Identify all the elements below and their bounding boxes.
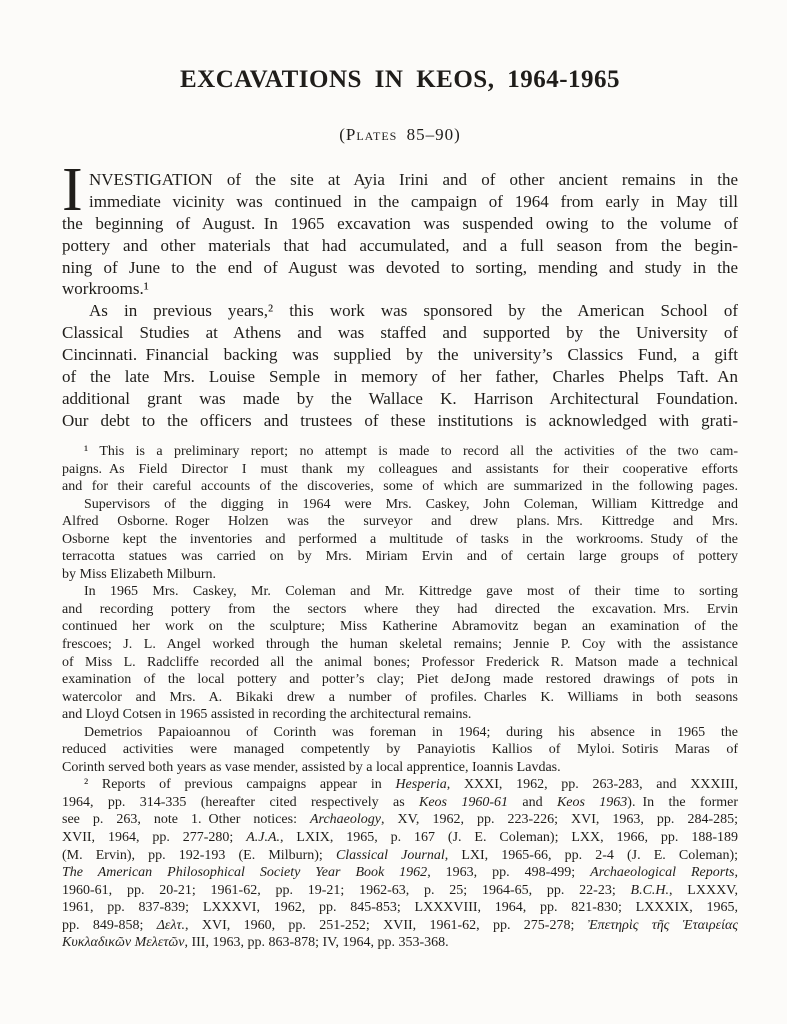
footnote-line: continued her work on the sculpture; Miss Katherine Abramovitz began an examination of the bbox=[62, 619, 738, 635]
footnote-line: 1960-61, pp. 20-21; 1961-62, pp. 19-21; 1962-63, p. 25; 1964-65, pp. 22-23; B.C.H., LXXXV, bbox=[62, 882, 738, 898]
footnote-line: reduced activities were managed competently by Panayiotis Kallios of Myloi. Sotiris Maras of bbox=[62, 742, 738, 758]
footnote-line: by Miss Elizabeth Milburn. bbox=[62, 566, 216, 582]
body-line: Cincinnati. Financial backing was supplied by the university’s Classics Fund, a gift bbox=[62, 345, 738, 365]
body-line: Classical Studies at Athens and was staffed and supported by the University of bbox=[62, 323, 738, 343]
footnote-line: (M. Ervin), pp. 192-193 (E. Milburn); Classical Journal, LXI, 1965-66, pp. 2-4 (J. E. Coleman); bbox=[62, 847, 738, 863]
body-line: As in previous years,² this work was sponsored by the American School of bbox=[89, 301, 738, 321]
footnote-line: see p. 263, note 1. Other notices: Archaeology, XV, 1962, pp. 223-226; XVI, 1963, pp. 284-285; bbox=[62, 812, 738, 828]
footnote-line: Supervisors of the digging in 1964 were Mrs. Caskey, John Coleman, William Kittredge and bbox=[84, 496, 738, 512]
footnote-line: ² Reports of previous campaigns appear in Hesperia, XXXI, 1962, pp. 263-283, and XXXIII, bbox=[84, 777, 738, 793]
body-line: of the late Mrs. Louise Semple in memory of her father, Charles Phelps Taft. An bbox=[62, 367, 738, 387]
text-column bbox=[62, 0, 738, 1024]
footnote-line: XVII, 1964, pp. 277-280; A.J.A., LXIX, 1965, p. 167 (J. E. Coleman); LXX, 1966, pp. 188-189 bbox=[62, 830, 738, 846]
footnote-line: paigns. As Field Director I must thank my colleagues and assistants for their cooperative efforts bbox=[62, 461, 738, 477]
body-line: pottery and other materials that had accumulated, and a full season from the begin- bbox=[62, 235, 738, 255]
plates-subtitle: (Plates 85–90) bbox=[339, 125, 461, 144]
body-line: Our debt to the officers and trustees of these institutions is acknowledged with grati- bbox=[62, 410, 738, 430]
footnote-line: and for their careful accounts of the discoveries, some of which are summarized in the following pages. bbox=[62, 479, 738, 495]
footnote-line: examination of the local pottery and potter’s clay; Piet deJong made restored drawings of pots in bbox=[62, 672, 738, 688]
footnote-line: Corinth served both years as vase mender, assisted by a local apprentice, Ioannis Lavdas. bbox=[62, 759, 561, 775]
footnote-line: ¹ This is a preliminary report; no attempt is made to record all the activities of the two cam- bbox=[84, 444, 738, 459]
footnote-line: terracotta statues was carried on by Mrs. Miriam Ervin and of certain large groups of pottery bbox=[62, 549, 738, 565]
footnote-line: and recording pottery from the sectors where they had directed the excavation. Mrs. Ervin bbox=[62, 601, 738, 617]
body-line: workrooms.¹ bbox=[62, 279, 149, 299]
footnote-line: 1964, pp. 314-335 (hereafter cited respectively as Keos 1960-61 and Keos 1963). In the former bbox=[62, 794, 738, 810]
footnote-line: Κυκλαδικῶν Μελετῶν, III, 1963, pp. 863-878; IV, 1964, pp. 353-368. bbox=[62, 935, 449, 951]
footnote-line: of Miss L. Radcliffe recorded all the animal bones; Professor Frederick R. Matson made a technical bbox=[62, 654, 738, 670]
footnote-line: 1961, pp. 837-839; LXXXVI, 1962, pp. 845-853; LXXXVIII, 1964, pp. 821-830; LXXXIX, 1965, bbox=[62, 900, 738, 916]
footnote-line: frescoes; J. L. Angel worked through the human skeletal remains; Jennie P. Coy with the assistance bbox=[62, 637, 738, 653]
footnote-line: watercolor and Mrs. A. Bikaki drew a number of profiles. Charles K. Williams in both seasons bbox=[62, 689, 738, 705]
footnote-line: Demetrios Papaioannou of Corinth was foreman in 1964; during his absence in 1965 the bbox=[84, 724, 738, 740]
drop-cap-initial: I bbox=[62, 156, 83, 224]
footnote-line: The American Philosophical Society Year Book 1962, 1963, pp. 498-499; Archaeological Reports, bbox=[62, 865, 738, 881]
body-line: immediate vicinity was continued in the campaign of 1964 from early in May till bbox=[89, 191, 738, 211]
body-line: NVESTIGATION of the site at Ayia Irini and of other ancient remains in the bbox=[89, 170, 738, 189]
footnote-line: Osborne kept the inventories and performed a multitude of tasks in the workrooms. Study of the bbox=[62, 531, 738, 547]
article-body bbox=[62, 156, 738, 432]
body-line: the beginning of August. In 1965 excavation was suspended owing to the volume of bbox=[62, 213, 738, 233]
footnote-line: pp. 849-858; Δελτ., XVI, 1960, pp. 251-252; XVII, 1961-62, pp. 275-278; Ἐπετηρὶς τῆς Ἑταιρείας bbox=[62, 917, 738, 933]
footnote-line: Alfred Osborne. Roger Holzen was the surveyor and drew plans. Mrs. Kittredge and Mrs. bbox=[62, 514, 738, 530]
footnote-section bbox=[62, 443, 738, 952]
footnote-line: In 1965 Mrs. Caskey, Mr. Coleman and Mr. Kittredge gave most of their time to sorting bbox=[84, 584, 738, 600]
page-title: EXCAVATIONS IN KEOS, 1964-1965 bbox=[179, 66, 621, 93]
footnote-line: and Lloyd Cotsen in 1965 assisted in recording the architectural remains. bbox=[62, 707, 472, 723]
body-line: additional grant was made by the Wallace K. Harrison Architectural Foundation. bbox=[62, 388, 738, 408]
body-line: ning of June to the end of August was devoted to sorting, mending and study in the bbox=[62, 257, 738, 277]
